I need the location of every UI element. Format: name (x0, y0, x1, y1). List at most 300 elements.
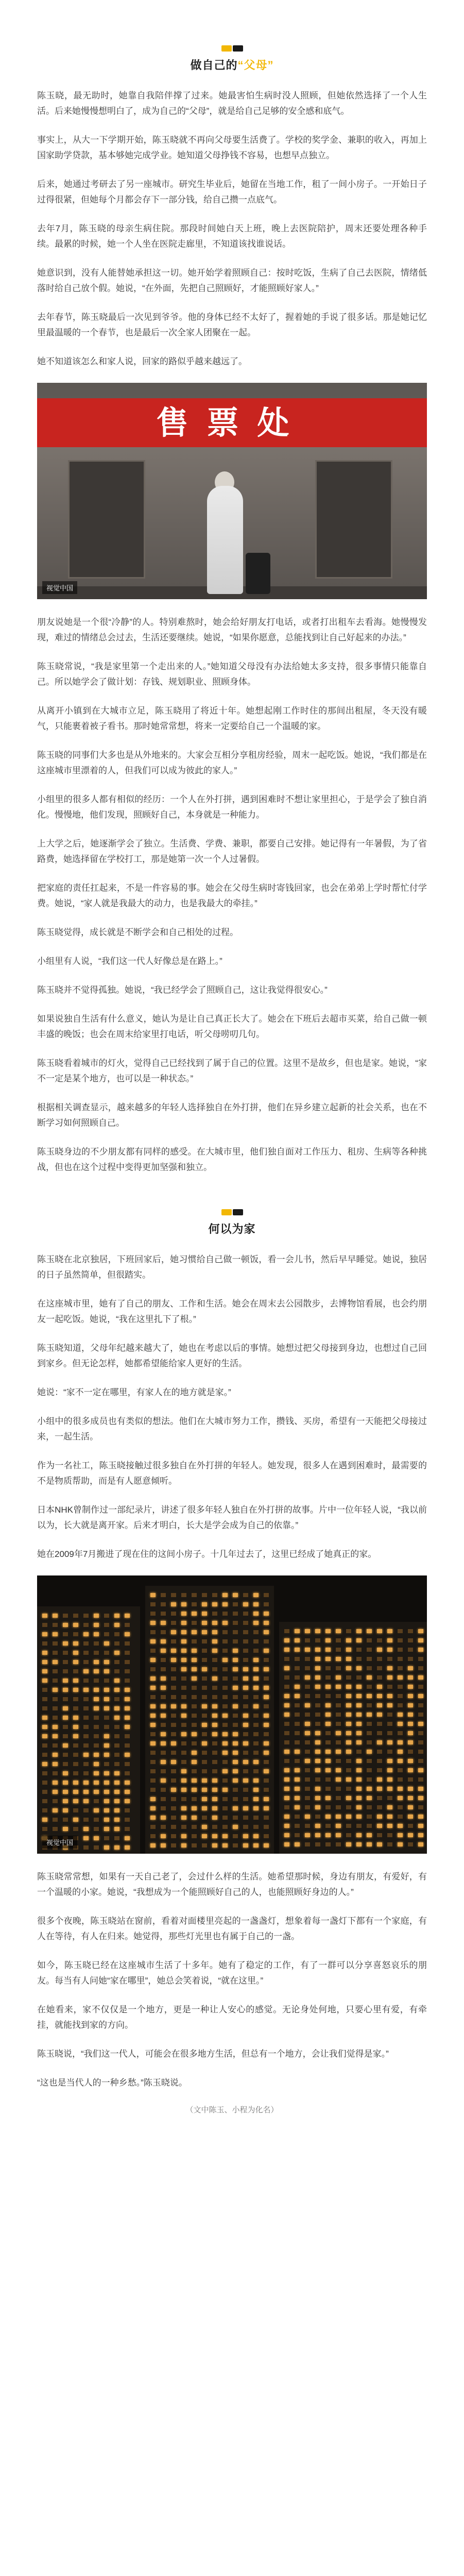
window-light (408, 1629, 413, 1633)
window-light (161, 1816, 166, 1820)
window-light (356, 1675, 362, 1680)
window-light (150, 1732, 156, 1736)
window-light (418, 1824, 423, 1828)
window-light (295, 1675, 300, 1680)
window-light (192, 1593, 197, 1597)
window-light (63, 1781, 68, 1785)
window-light (161, 1639, 166, 1643)
window-light (222, 1825, 228, 1829)
window-light (315, 1768, 320, 1772)
window-light (161, 1667, 166, 1671)
window-light (181, 1612, 186, 1616)
window-light (212, 1806, 217, 1810)
window-light (356, 1842, 362, 1846)
article-paragraph: 她意识到，没有人能替她承担这一切。她开始学着照顾自己：按时吃饭，生病了自己去医院，情绪低落时给自己放个假。她说，“在外面，先把自己照顾好，才能照顾好家人。” (37, 268, 427, 293)
window-light (150, 1751, 156, 1755)
window-light (192, 1778, 197, 1783)
window-light (367, 1648, 372, 1652)
window-light (398, 1796, 403, 1800)
window-light (284, 1666, 289, 1670)
window-light (295, 1815, 300, 1819)
window-light (94, 1836, 99, 1840)
window-light (243, 1825, 248, 1829)
window-light (104, 1651, 109, 1655)
window-light (53, 1818, 58, 1822)
window-light (295, 1722, 300, 1726)
window-light (367, 1750, 372, 1754)
window-light (377, 1805, 382, 1809)
window-light (53, 1799, 58, 1803)
window-light (42, 1753, 47, 1757)
window-light (325, 1666, 331, 1670)
window-light (104, 1669, 109, 1673)
window-light (346, 1768, 351, 1772)
article-paragraph: 小组中的很多成员也有类似的想法。他们在大城市努力工作，攒钱、买房，希望有一天能把父母接过来，一起生活。 (37, 1416, 427, 1442)
window-light (125, 1623, 130, 1627)
window-light (408, 1675, 413, 1680)
window-light (336, 1815, 341, 1819)
window-light (346, 1777, 351, 1782)
window-light (42, 1734, 47, 1738)
window-light (222, 1732, 228, 1736)
window-light (325, 1638, 331, 1642)
window-light (212, 1723, 217, 1727)
article-paragraph: 很多个夜晚，陈玉晓站在窗前，看着对面楼里亮起的一盏盏灯，想象着每一盏灯下都有一个家庭，有人在等待，有人在归来。她觉得，那些灯光里也有属于自己的一盏。 (37, 1916, 427, 1941)
window-light (253, 1658, 259, 1662)
window-light (233, 1658, 238, 1662)
window-light (94, 1790, 99, 1794)
window-light (42, 1623, 47, 1627)
window-light (63, 1632, 68, 1636)
window-light (114, 1706, 119, 1710)
window-light (114, 1651, 119, 1655)
window-light (192, 1834, 197, 1838)
window-light (125, 1818, 130, 1822)
window-light (305, 1833, 310, 1837)
window-light (295, 1842, 300, 1846)
window-light (150, 1704, 156, 1708)
window-light (336, 1768, 341, 1772)
window-light (161, 1741, 166, 1745)
window-light (305, 1787, 310, 1791)
window-light (181, 1695, 186, 1699)
article-paragraph: 事实上，从大一下学期开始，陈玉晓就不再向父母要生活费了。学校的奖学金、兼职的收入，再加上国家助学贷款，基本够她完成学业。她知道父母挣钱不容易，也想早点独立。 (37, 135, 427, 160)
window-light (202, 1630, 207, 1634)
window-light (325, 1833, 331, 1837)
window-light (73, 1669, 78, 1673)
window-light (171, 1806, 176, 1810)
window-light (222, 1612, 228, 1616)
window-light (367, 1824, 372, 1828)
window-light (253, 1621, 259, 1625)
window-light (202, 1704, 207, 1708)
window-light (42, 1641, 47, 1646)
window-light (161, 1834, 166, 1838)
window-light (387, 1805, 392, 1809)
window-light (63, 1651, 68, 1655)
window-light (408, 1666, 413, 1670)
window-light (346, 1713, 351, 1717)
article-paragraph: 陈玉晓看着城市的灯火，觉得自己已经找到了属于自己的位置。这里不是故乡，但也是家。她说，“家不一定是某个地方，也可以是一种状态。” (37, 1058, 427, 1083)
window-light (181, 1732, 186, 1736)
window-light (408, 1713, 413, 1717)
window-light (315, 1815, 320, 1819)
window-light (387, 1842, 392, 1846)
window-light (398, 1750, 403, 1754)
window-light (387, 1759, 392, 1763)
window-light (398, 1833, 403, 1837)
window-light (192, 1714, 197, 1718)
window-light (222, 1760, 228, 1764)
window-light (336, 1759, 341, 1763)
window-light (150, 1843, 156, 1848)
window-light (94, 1697, 99, 1701)
window-light (222, 1639, 228, 1643)
article-paragraph: 如果说独自生活有什么意义，她认为是让自己真正长大了。她会在下班后去超市买菜，给自己做一顿丰盛的晚饭；也会在周末给家里打电话，听父母唠叨几句。 (37, 1014, 427, 1039)
window-light (171, 1714, 176, 1718)
article-paragraph: 小组里的很多人都有相似的经历：一个人在外打拼，遇到困难时不想让家里担心，于是学会了独自消化。慢慢地，他们发现，照顾好自己，本身就是一种能力。 (37, 794, 427, 820)
window-light (94, 1679, 99, 1683)
window-light (377, 1787, 382, 1791)
window-light (408, 1833, 413, 1837)
window-light (243, 1593, 248, 1597)
window-light (42, 1762, 47, 1766)
window-light (73, 1697, 78, 1701)
window-light (171, 1825, 176, 1829)
window-light (233, 1593, 238, 1597)
window-light (192, 1732, 197, 1736)
window-light (181, 1714, 186, 1718)
window-light (171, 1723, 176, 1727)
article-paragraph: 陈玉晓，最无助时，她靠自我陪伴撑了过来。她最害怕生病时没人照顾，但她依然选择了一个人生活。后来她慢慢想明白了，成为自己的“父母”，就是给自己足够的安全感和底气。 (37, 91, 427, 116)
window-light (94, 1725, 99, 1729)
window-light (94, 1632, 99, 1636)
window-light (202, 1714, 207, 1718)
window-light (315, 1759, 320, 1763)
window-light (264, 1778, 269, 1783)
window-light (192, 1797, 197, 1801)
window-light (53, 1697, 58, 1701)
window-light (222, 1769, 228, 1773)
window-light (73, 1753, 78, 1757)
window-light (253, 1667, 259, 1671)
window-light (325, 1685, 331, 1689)
window-light (336, 1657, 341, 1661)
window-light (233, 1686, 238, 1690)
window-light (367, 1685, 372, 1689)
section-title: 做自己的“父母” (190, 59, 274, 72)
window-light (253, 1834, 259, 1838)
ticket-office-photo (37, 383, 427, 599)
window-light (83, 1827, 89, 1831)
window-light (387, 1694, 392, 1698)
window-light (192, 1825, 197, 1829)
window-light (387, 1833, 392, 1837)
window-light (377, 1675, 382, 1680)
window-light (53, 1679, 58, 1683)
window-light (253, 1602, 259, 1606)
window-light (315, 1842, 320, 1846)
window-light (171, 1686, 176, 1690)
window-light (161, 1695, 166, 1699)
window-light (305, 1731, 310, 1735)
section-title: 何以为家 (208, 1223, 256, 1235)
window-light (83, 1716, 89, 1720)
window-light (202, 1602, 207, 1606)
window-light (104, 1697, 109, 1701)
window-light (264, 1676, 269, 1681)
window-light (42, 1660, 47, 1664)
window-light (356, 1815, 362, 1819)
window-light (264, 1825, 269, 1829)
window-light (114, 1818, 119, 1822)
window-light (315, 1713, 320, 1717)
window-light (202, 1778, 207, 1783)
window-light (315, 1824, 320, 1828)
window-light (83, 1753, 89, 1757)
window-light (253, 1649, 259, 1653)
window-light (305, 1768, 310, 1772)
window-light (253, 1676, 259, 1681)
window-light (114, 1660, 119, 1664)
window-light (94, 1743, 99, 1748)
section-header-2 (37, 1209, 427, 1236)
window-light (264, 1797, 269, 1801)
article-paragraph: 陈玉晓知道，父母年纪越来越大了，她也在考虑以后的事情。她想过把父母接到身边，也想过自己回到家乡。但无论怎样，她都希望能给家人更好的生活。 (37, 1343, 427, 1368)
window-light (192, 1602, 197, 1606)
window-light (202, 1621, 207, 1625)
window-light (233, 1649, 238, 1653)
window-light (83, 1669, 89, 1673)
window-light (202, 1788, 207, 1792)
window-light (295, 1796, 300, 1800)
window-light (222, 1843, 228, 1848)
window-light (253, 1741, 259, 1745)
section-header-1 (37, 45, 427, 73)
window-light (73, 1623, 78, 1627)
window-light (150, 1695, 156, 1699)
window-light (305, 1815, 310, 1819)
window-light (315, 1675, 320, 1680)
window-light (83, 1706, 89, 1710)
window-light (408, 1768, 413, 1772)
window-light (73, 1734, 78, 1738)
window-light (315, 1648, 320, 1652)
section-marker-icon (221, 1209, 243, 1215)
window-light (171, 1695, 176, 1699)
window-light (73, 1706, 78, 1710)
window-light (295, 1731, 300, 1735)
window-light (367, 1842, 372, 1846)
window-light (83, 1632, 89, 1636)
window-light (125, 1734, 130, 1738)
window-light (104, 1845, 109, 1850)
window-light (114, 1771, 119, 1775)
window-light (398, 1731, 403, 1735)
window-light (181, 1602, 186, 1606)
window-light (42, 1679, 47, 1683)
window-light (408, 1722, 413, 1726)
window-light (192, 1751, 197, 1755)
window-light (346, 1675, 351, 1680)
window-light (243, 1686, 248, 1690)
window-light (63, 1706, 68, 1710)
window-light (387, 1703, 392, 1707)
window-light (150, 1639, 156, 1643)
window-light (114, 1836, 119, 1840)
window-light (171, 1834, 176, 1838)
window-light (346, 1787, 351, 1791)
paragraph-group-2 (37, 615, 427, 969)
window-light (367, 1731, 372, 1735)
window-light (114, 1725, 119, 1729)
window-light (181, 1649, 186, 1653)
window-light (367, 1777, 372, 1782)
window-light (83, 1688, 89, 1692)
window-light (305, 1685, 310, 1689)
window-light (212, 1769, 217, 1773)
window-light (408, 1815, 413, 1819)
window-light (94, 1799, 99, 1803)
window-light (377, 1638, 382, 1642)
window-light (315, 1694, 320, 1698)
window-light (243, 1788, 248, 1792)
window-light (104, 1781, 109, 1785)
window-light (125, 1836, 130, 1840)
window-light (346, 1657, 351, 1661)
window-light (63, 1799, 68, 1803)
window-light (398, 1722, 403, 1726)
article-paragraph: 陈玉晓说，“我们这一代人，可能会在很多地方生活，但总有一个地方，会让我们觉得是家。” (37, 2049, 389, 2059)
window-light (387, 1713, 392, 1717)
window-light (104, 1762, 109, 1766)
window-light (305, 1703, 310, 1707)
window-light (104, 1836, 109, 1840)
window-light (53, 1762, 58, 1766)
window-light (114, 1790, 119, 1794)
window-light (243, 1760, 248, 1764)
window-light (42, 1818, 47, 1822)
window-light (94, 1623, 99, 1627)
window-light (150, 1806, 156, 1810)
window-light (346, 1750, 351, 1754)
window-light (305, 1750, 310, 1754)
window-light (161, 1760, 166, 1764)
window-light (325, 1796, 331, 1800)
window-light (202, 1732, 207, 1736)
window-light (346, 1833, 351, 1837)
window-light (356, 1685, 362, 1689)
window-light (63, 1771, 68, 1775)
window-light (53, 1827, 58, 1831)
window-light (73, 1725, 78, 1729)
window-light (377, 1703, 382, 1707)
window-light (212, 1714, 217, 1718)
window-light (63, 1790, 68, 1794)
window-light (233, 1760, 238, 1764)
window-light (315, 1805, 320, 1809)
window-light (418, 1722, 423, 1726)
window-light (192, 1769, 197, 1773)
window-light (356, 1740, 362, 1744)
window-light (233, 1621, 238, 1625)
window-light (83, 1623, 89, 1627)
window-light (192, 1686, 197, 1690)
window-light (53, 1706, 58, 1710)
window-light (212, 1639, 217, 1643)
window-light (212, 1788, 217, 1792)
window-light (367, 1815, 372, 1819)
window-light (161, 1769, 166, 1773)
window-light (367, 1796, 372, 1800)
window-light (295, 1824, 300, 1828)
window-light (222, 1658, 228, 1662)
window-light (125, 1753, 130, 1757)
photo-caption: 视觉中国 (42, 1836, 77, 1849)
window-light (192, 1649, 197, 1653)
window-light (150, 1741, 156, 1745)
window-light (171, 1816, 176, 1820)
window-light (94, 1669, 99, 1673)
window-light (233, 1639, 238, 1643)
window-light (325, 1722, 331, 1726)
window-light (367, 1740, 372, 1744)
window-light (42, 1688, 47, 1692)
window-light (264, 1788, 269, 1792)
window-light (212, 1704, 217, 1708)
window-light (356, 1657, 362, 1661)
window-light (336, 1750, 341, 1754)
window-light (315, 1666, 320, 1670)
window-light (150, 1612, 156, 1616)
window-light (295, 1703, 300, 1707)
window-light (63, 1660, 68, 1664)
window-light (367, 1768, 372, 1772)
window-light (346, 1740, 351, 1744)
window-light (222, 1723, 228, 1727)
window-light (63, 1818, 68, 1822)
window-light (356, 1833, 362, 1837)
window-light (150, 1621, 156, 1625)
article-paragraph: 去年春节，陈玉晓最后一次见到爷爷。他的身体已经不太好了，握着她的手说了很多话。那是她记忆里最温暖的一个春节，也是最后一次全家人团聚在一起。 (37, 312, 427, 337)
window-light (63, 1762, 68, 1766)
window-light (83, 1845, 89, 1850)
window-light (42, 1827, 47, 1831)
window-light (408, 1657, 413, 1661)
window-light (418, 1740, 423, 1744)
window-light (398, 1666, 403, 1670)
window-light (233, 1723, 238, 1727)
window-light (192, 1667, 197, 1671)
window-light (253, 1788, 259, 1792)
window-light (104, 1734, 109, 1738)
window-light (53, 1716, 58, 1720)
window-light (315, 1638, 320, 1642)
window-light (212, 1630, 217, 1634)
window-light (325, 1815, 331, 1819)
window-light (181, 1667, 186, 1671)
window-light (161, 1630, 166, 1634)
window-light (253, 1630, 259, 1634)
window-light (42, 1669, 47, 1673)
section-marker-icon (221, 45, 243, 52)
window-light (315, 1731, 320, 1735)
window-light (253, 1732, 259, 1736)
window-light (212, 1778, 217, 1783)
window-light (150, 1676, 156, 1681)
window-light (305, 1657, 310, 1661)
window-light (83, 1641, 89, 1646)
